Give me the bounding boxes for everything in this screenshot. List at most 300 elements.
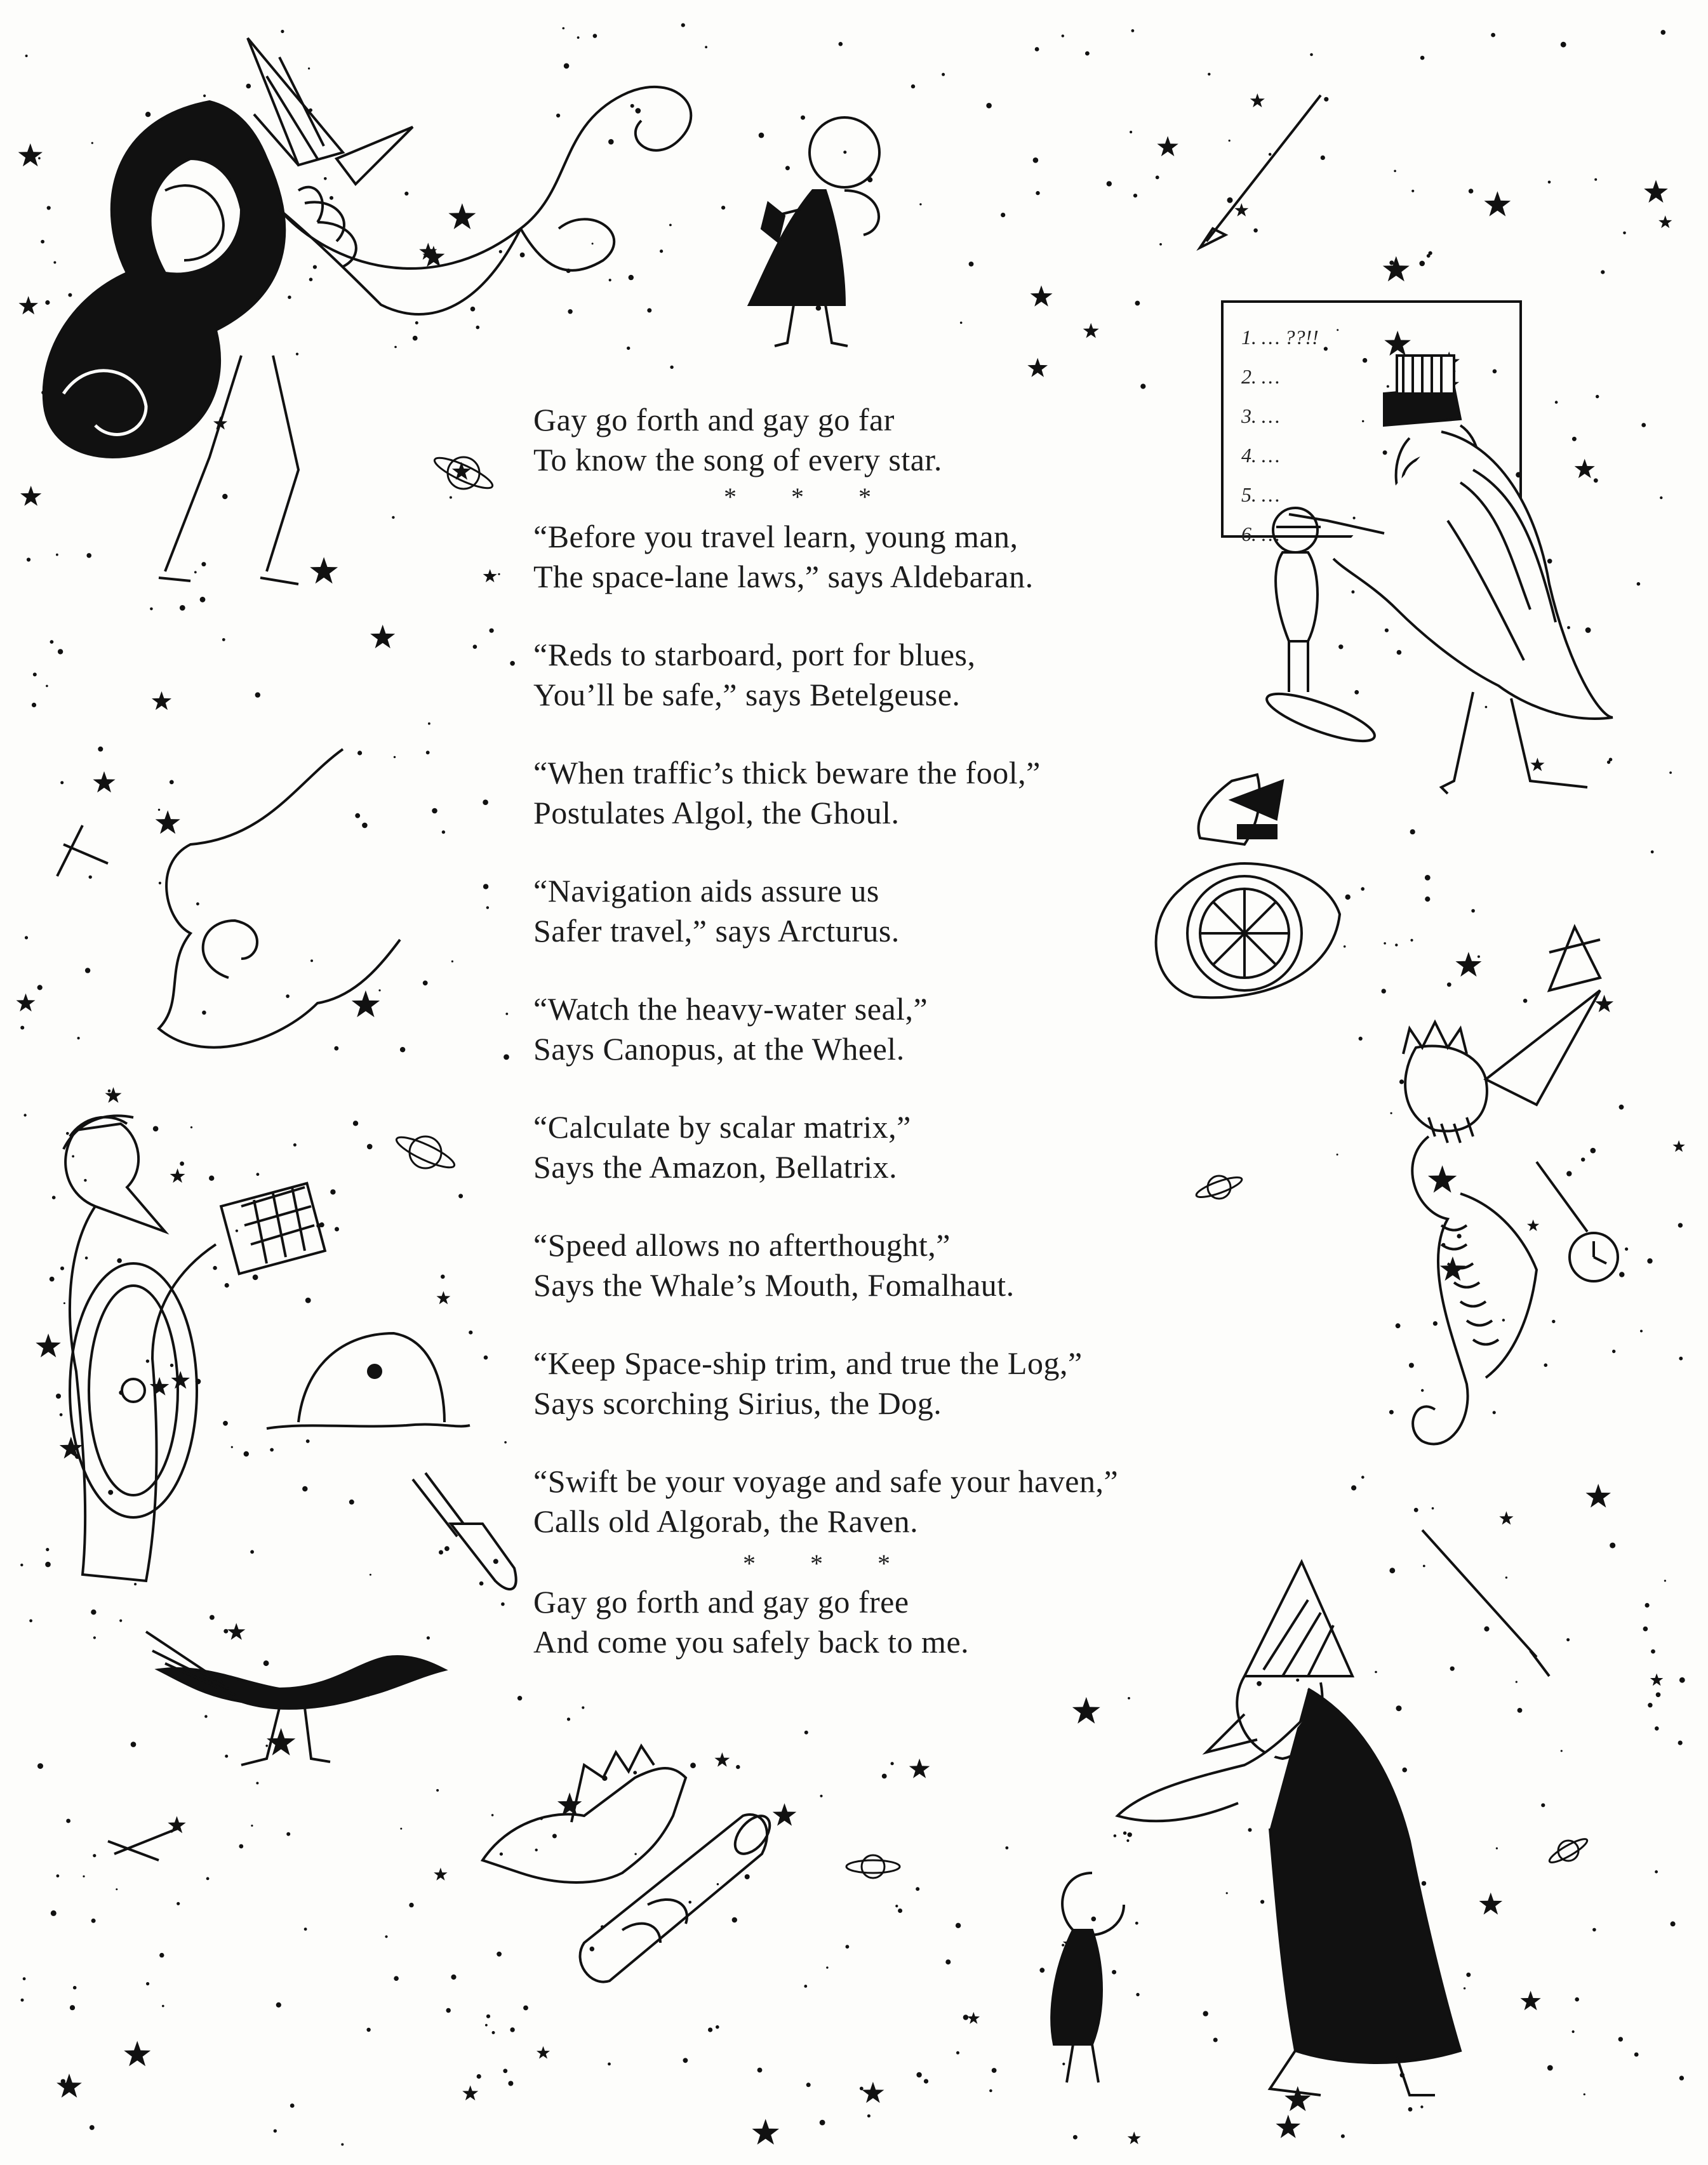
- poem-closing-stanza: [533, 1582, 1327, 1662]
- star-dot: [1634, 2053, 1639, 2057]
- poem-line: Postulates Algol, the Ghoul.: [533, 795, 900, 830]
- star-dot: [37, 985, 43, 990]
- star-dot: [50, 1277, 55, 1282]
- star-dot: [1156, 176, 1159, 180]
- star-dot: [1123, 1832, 1126, 1835]
- star-dot: [745, 1874, 750, 1879]
- star-icon: [1128, 2131, 1141, 2144]
- star-dot: [826, 1966, 828, 1968]
- star-dot: [60, 781, 63, 784]
- star-dot: [415, 321, 418, 324]
- star-dot: [1421, 1389, 1424, 1392]
- star-dot: [1447, 982, 1451, 987]
- star-dot: [1130, 131, 1132, 133]
- star-dot: [203, 95, 206, 97]
- star-icon: [1157, 136, 1178, 156]
- star-dot: [56, 554, 58, 556]
- star-dot: [592, 243, 594, 244]
- star-dot: [442, 830, 445, 834]
- star-dot: [196, 902, 199, 905]
- star-dot: [335, 1227, 339, 1232]
- star-dot: [1450, 1667, 1455, 1671]
- star-icon: [773, 1803, 797, 1826]
- star-dot: [1039, 1968, 1044, 1973]
- star-dot: [508, 2081, 513, 2086]
- star-dot: [378, 989, 380, 991]
- star-dot: [131, 1742, 137, 1747]
- poem-line: “When traffic’s thick beware the fool,”: [533, 755, 1041, 790]
- star-dot: [213, 1266, 217, 1270]
- star-dot: [924, 2079, 928, 2084]
- star-dot: [1091, 1917, 1097, 1922]
- star-dot: [627, 347, 630, 350]
- star-dot: [223, 1421, 228, 1426]
- star-dot: [1592, 1928, 1596, 1932]
- star-dot: [1485, 706, 1488, 709]
- star-icon: [1072, 1697, 1100, 1724]
- star-dot: [816, 305, 821, 310]
- star-dot: [1159, 243, 1162, 246]
- star-dot: [1395, 943, 1398, 946]
- star-dot: [757, 2068, 763, 2073]
- star-dot: [469, 1331, 472, 1335]
- star-icon: [422, 246, 444, 267]
- star-dot: [1669, 771, 1672, 774]
- star-dot: [1541, 1803, 1545, 1807]
- star-dot: [1227, 197, 1233, 203]
- star-dot: [47, 206, 51, 210]
- star-dot: [251, 1825, 253, 1827]
- star-dot: [1679, 1357, 1683, 1361]
- star-dot: [1651, 850, 1654, 853]
- star-dot: [1375, 1671, 1377, 1674]
- star-dot: [820, 2120, 825, 2126]
- star-dot: [436, 1789, 439, 1792]
- amazon-shield-illustration: [63, 1116, 325, 1581]
- star-dot: [73, 1986, 77, 1990]
- star-dot: [426, 750, 430, 754]
- star-dot: [200, 597, 206, 603]
- star-dot: [1128, 1832, 1132, 1837]
- star-dot: [1591, 1148, 1596, 1154]
- star-dot: [400, 1047, 405, 1052]
- star-dot: [1679, 1677, 1685, 1683]
- star-dot: [1548, 181, 1551, 184]
- star-icon: [537, 2046, 550, 2059]
- star-dot: [986, 103, 992, 109]
- star-dot: [608, 139, 614, 145]
- star-icon: [752, 2119, 779, 2145]
- star-dot: [264, 1660, 269, 1666]
- star-dot: [432, 808, 437, 814]
- star-dot: [1411, 190, 1414, 192]
- star-dot: [636, 108, 641, 114]
- star-dot: [1618, 2037, 1623, 2041]
- star-dot: [310, 959, 313, 962]
- star-dot: [492, 2031, 495, 2034]
- star-icon: [1027, 358, 1048, 377]
- star-dot: [1640, 1330, 1643, 1333]
- star-dot: [1661, 30, 1666, 35]
- star-dot: [265, 1745, 268, 1747]
- star-dot: [1585, 627, 1591, 633]
- sea-monster-illustration: [1403, 927, 1618, 1444]
- poem-stanza-fomalhaut: [533, 1225, 1327, 1305]
- star-dot: [1385, 629, 1389, 632]
- star-dot: [222, 494, 227, 499]
- star-dot: [385, 1935, 387, 1938]
- star-dot: [413, 336, 418, 341]
- star-dot: [634, 1853, 636, 1855]
- star-dot: [1651, 1649, 1655, 1654]
- star-icon: [1455, 952, 1481, 976]
- star-dot: [479, 1582, 484, 1586]
- star-dot: [1505, 1576, 1507, 1578]
- star-dot: [341, 2143, 344, 2146]
- star-dot: [670, 366, 673, 369]
- star-dot: [1248, 1828, 1252, 1832]
- star-dot: [1133, 194, 1137, 197]
- star-dot: [119, 1620, 122, 1622]
- star-dot: [334, 1046, 338, 1051]
- star-dot: [490, 629, 494, 633]
- star-dot: [895, 1905, 898, 1907]
- star-dot: [45, 1562, 51, 1568]
- star-dot: [942, 73, 945, 76]
- star-dot: [839, 42, 843, 46]
- star-dot: [428, 723, 430, 725]
- star-dot: [91, 142, 93, 144]
- star-dot: [231, 1446, 233, 1448]
- star-dot: [1433, 1321, 1438, 1326]
- star-dot: [1567, 626, 1570, 629]
- star-dot: [1679, 2075, 1684, 2080]
- star-dot: [785, 166, 790, 170]
- star-dot: [250, 1550, 254, 1554]
- star-dot: [1341, 2135, 1345, 2138]
- star-dot: [25, 936, 28, 939]
- star-dot: [308, 67, 310, 69]
- star-dot: [504, 1441, 507, 1444]
- star-icon: [1031, 286, 1053, 307]
- star-dot: [202, 1011, 206, 1015]
- star-dot: [1478, 956, 1480, 958]
- star-dot: [1359, 1037, 1363, 1041]
- star-dot: [1425, 875, 1431, 881]
- star-icon: [93, 771, 115, 793]
- star-dot: [46, 1548, 49, 1551]
- star-dot: [1601, 270, 1605, 274]
- star-dot: [427, 1636, 430, 1639]
- star-dot: [510, 2027, 514, 2032]
- star-dot: [476, 326, 480, 330]
- blackboard-line: 5. …: [1241, 483, 1280, 506]
- star-dot: [313, 265, 317, 269]
- poem-stanza-sirius: [533, 1343, 1327, 1423]
- star-dot: [732, 1917, 737, 1922]
- star-dot: [63, 1302, 65, 1304]
- star-dot: [23, 1114, 26, 1116]
- star-dot: [305, 1298, 311, 1303]
- star-dot: [190, 1126, 192, 1128]
- star-dot: [180, 605, 185, 611]
- star-icon: [171, 1371, 190, 1389]
- star-dot: [1422, 1881, 1426, 1886]
- star-icon: [714, 1752, 730, 1767]
- star-dot: [1496, 1848, 1498, 1849]
- star-dot: [520, 253, 525, 258]
- star-dot: [567, 1717, 570, 1721]
- star-dot: [146, 1359, 149, 1362]
- star-dot: [517, 1696, 522, 1700]
- star-icon: [862, 2082, 884, 2103]
- star-dot: [1036, 191, 1039, 195]
- star-dot: [1384, 942, 1386, 945]
- star-dot: [70, 2005, 75, 2010]
- star-dot: [1566, 1638, 1570, 1641]
- star-icon: [1250, 93, 1265, 107]
- star-dot: [225, 1283, 229, 1288]
- star-dot: [1609, 758, 1613, 762]
- star-dot: [1351, 590, 1354, 594]
- star-dot: [33, 672, 37, 676]
- star-icon: [483, 569, 497, 582]
- poem-line: “Reds to starboard, port for blues,: [533, 637, 976, 672]
- star-dot: [911, 84, 915, 88]
- star-dot: [1619, 1272, 1624, 1277]
- star-dot: [1610, 1543, 1615, 1549]
- star-dot: [846, 1945, 850, 1948]
- star-dot: [293, 1143, 297, 1147]
- star-dot: [222, 638, 225, 641]
- star-dot: [681, 23, 685, 27]
- blackboard-line: 1. … ??!!: [1241, 326, 1319, 349]
- star-dot: [25, 55, 28, 57]
- star-dot: [1547, 559, 1552, 564]
- star-dot: [441, 1275, 445, 1279]
- star-dot: [180, 1161, 184, 1166]
- star-dot: [392, 516, 394, 519]
- star-dot: [1645, 1603, 1650, 1608]
- poem-line: Gay go forth and gay go free: [533, 1584, 909, 1620]
- star-dot: [83, 1875, 84, 1877]
- poem-stanza-aldebaran: [533, 517, 1327, 597]
- star-dot: [804, 1985, 807, 1988]
- star-dot: [274, 2129, 277, 2133]
- star-dot: [108, 1089, 111, 1093]
- star-dot: [1594, 178, 1597, 181]
- star-dot: [159, 1953, 164, 1957]
- star-dot: [593, 34, 597, 38]
- star-dot: [276, 2002, 281, 2008]
- poem-line: “Keep Space-ship trim, and true the Log,”: [533, 1345, 1083, 1381]
- star-dot: [504, 1055, 509, 1060]
- poem-line: “Watch the heavy-water seal,”: [533, 991, 928, 1027]
- star-icon: [434, 1868, 447, 1881]
- star-icon: [156, 810, 180, 834]
- star-dot: [306, 1439, 310, 1443]
- star-dot: [1408, 2107, 1413, 2112]
- star-dot: [444, 1546, 450, 1551]
- star-dot: [882, 1774, 887, 1779]
- star-dot: [394, 346, 397, 349]
- star-dot: [1085, 51, 1090, 56]
- star-dot: [1429, 251, 1432, 255]
- star-dot: [236, 1230, 238, 1232]
- star-dot: [1575, 1997, 1579, 2002]
- star-dot: [37, 1763, 43, 1769]
- star-dot: [91, 1609, 96, 1615]
- star-dot: [1389, 1568, 1395, 1573]
- star-dot: [93, 1636, 96, 1639]
- star-dot: [493, 1559, 498, 1564]
- star-icon: [1575, 459, 1595, 479]
- star-icon: [967, 2012, 980, 2024]
- star-dot: [1671, 1921, 1676, 1926]
- star-dot: [394, 756, 396, 758]
- star-dot: [150, 608, 153, 611]
- star-dot: [90, 2125, 95, 2130]
- star-dot: [1523, 999, 1528, 1003]
- star-dot: [669, 224, 672, 227]
- star-dot: [609, 279, 611, 281]
- star-dot: [309, 277, 313, 281]
- star-dot: [759, 133, 764, 138]
- star-dot: [177, 1902, 180, 1905]
- poem-stanza-algol: [533, 753, 1327, 833]
- star-icon: [1530, 757, 1544, 771]
- star-dot: [1396, 1323, 1401, 1328]
- star-dot: [1382, 989, 1386, 993]
- star-icon: [909, 1759, 930, 1778]
- star-dot: [963, 2015, 968, 2020]
- star-dot: [1135, 301, 1140, 306]
- star-dot: [1399, 1079, 1404, 1084]
- star-dot: [20, 1564, 23, 1566]
- star-dot: [1396, 1705, 1402, 1711]
- star-dot: [1572, 2030, 1575, 2033]
- star-dot: [20, 1026, 24, 1030]
- star-dot: [992, 2068, 997, 2073]
- star-dot: [483, 884, 488, 889]
- star-dot: [690, 1762, 696, 1768]
- star-dot: [486, 906, 489, 909]
- star-dot: [470, 307, 476, 312]
- star-icon: [448, 203, 476, 229]
- star-icon: [17, 994, 36, 1012]
- star-icon: [1595, 995, 1613, 1013]
- star-dot: [366, 2028, 370, 2032]
- star-dot: [608, 2063, 611, 2066]
- star-dot: [1656, 1693, 1661, 1698]
- star-dot: [683, 2058, 688, 2063]
- star-dot: [945, 1959, 951, 1964]
- star-dot: [483, 799, 488, 805]
- poem-line: “Navigation aids assure us: [533, 873, 879, 909]
- star-dot: [590, 1947, 595, 1952]
- poem-line: Calls old Algorab, the Raven.: [533, 1503, 919, 1539]
- star-dot: [647, 308, 651, 312]
- star-dot: [362, 823, 368, 829]
- star-icon: [150, 1377, 169, 1396]
- star-dot: [1410, 939, 1413, 942]
- star-dot: [916, 2072, 921, 2077]
- star-icon: [1658, 215, 1672, 228]
- poem-line: Says scorching Sirius, the Dog.: [533, 1385, 942, 1421]
- star-dot: [1552, 1320, 1555, 1323]
- star-dot: [1135, 1922, 1138, 1925]
- star-dot: [29, 1619, 32, 1622]
- star-dot: [629, 275, 634, 280]
- star-dot: [357, 750, 362, 755]
- star-dot: [394, 1976, 399, 1981]
- star-dot: [1131, 29, 1135, 32]
- star-dot: [209, 1176, 214, 1181]
- star-dot: [1561, 42, 1566, 48]
- star-dot: [355, 813, 360, 818]
- star-dot: [86, 553, 91, 558]
- star-dot: [563, 27, 565, 30]
- star-dot: [867, 2114, 871, 2117]
- star-dot: [146, 1982, 149, 1985]
- star-icon: [437, 1291, 451, 1305]
- star-dot: [246, 84, 251, 89]
- star-dot: [1464, 1987, 1465, 1989]
- star-dot: [1397, 650, 1402, 655]
- star-dot: [1544, 1363, 1548, 1367]
- dog-on-log-illustration: [483, 1746, 777, 1982]
- star-dot: [736, 1765, 740, 1769]
- stanza-separator: * * *: [724, 483, 895, 511]
- star-dot: [1229, 140, 1231, 142]
- star-dot: [1005, 1846, 1008, 1849]
- star-dot: [1114, 1834, 1117, 1837]
- star-dot: [556, 114, 560, 117]
- blackboard-line: 3. …: [1241, 404, 1280, 427]
- star-dot: [288, 296, 291, 299]
- star-dot: [281, 30, 284, 33]
- star-dot: [969, 262, 974, 267]
- star-dot: [1001, 213, 1005, 217]
- star-dot: [400, 1828, 402, 1830]
- star-dot: [1457, 1234, 1462, 1238]
- star-dot: [1596, 395, 1599, 398]
- star-dot: [1321, 156, 1325, 160]
- star-dot: [153, 1126, 159, 1132]
- star-dot: [451, 961, 453, 963]
- star-dot: [1547, 2065, 1553, 2071]
- star-dot: [510, 661, 515, 666]
- star-dot: [1354, 690, 1359, 695]
- star-icon: [1234, 203, 1248, 216]
- star-dot: [486, 2015, 490, 2018]
- star-dot: [439, 1550, 443, 1555]
- star-dot: [688, 1901, 691, 1904]
- star-dot: [1566, 1171, 1571, 1176]
- star-dot: [367, 1144, 373, 1150]
- star-dot: [1391, 1112, 1392, 1114]
- star-dot: [458, 1194, 463, 1198]
- star-dot: [804, 1731, 808, 1735]
- star-dot: [450, 496, 452, 499]
- star-dot: [498, 573, 500, 575]
- star-dot: [85, 1256, 88, 1260]
- star-dot: [1269, 153, 1272, 156]
- star-dot: [1655, 1726, 1659, 1731]
- star-dot: [1637, 582, 1641, 586]
- star-dot: [58, 649, 63, 654]
- star-dot: [1033, 157, 1039, 163]
